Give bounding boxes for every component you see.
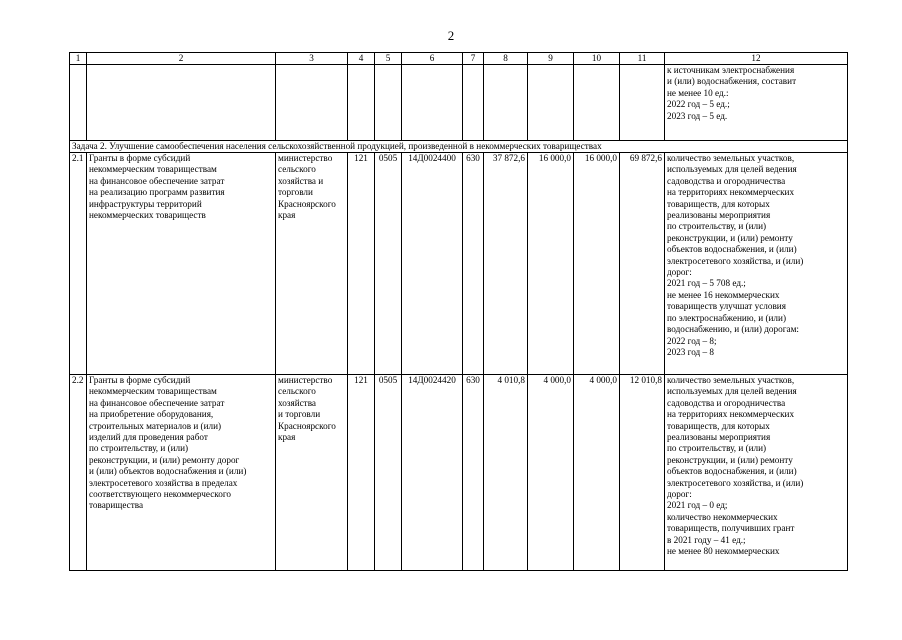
- csr-code: 14Д0024400: [402, 153, 463, 375]
- col-header-7: 7: [463, 53, 484, 65]
- col-header-8: 8: [484, 53, 528, 65]
- col-header-2: 2: [87, 53, 276, 65]
- row-number: 2.1: [70, 153, 87, 375]
- amount-year-2: 16 000,0: [528, 153, 574, 375]
- col-header-3: 3: [276, 53, 348, 65]
- executor: министерство сельского хозяйства и торговли Красноярского края: [276, 375, 348, 571]
- activity-name: Гранты в форме субсидий некоммерческим товариществам на финансовое обеспечение затрат на реализацию программ развития инфраструктуры территорий некоммерческих товариществ: [87, 153, 276, 375]
- col-header-1: 1: [70, 53, 87, 65]
- expected-result: количество земельных участков, используемых для целей ведения садоводства и огородничества на территориях некоммерческих товариществ, для которых реализованы мероприятия по строительству, и (или) реконструкции, и (или) ремонту объектов водоснабжения, и (или) электросетевого хозяйства, и (или) дорог: 2021 год – 0 ед; количество некоммерческих товариществ, получивших грант в 2021 году – 41 ед.; не менее 80 некоммерческих: [665, 375, 848, 571]
- page-number: 2: [447, 28, 455, 43]
- amount-year-2: 4 000,0: [528, 375, 574, 571]
- col-header-6: 6: [402, 53, 463, 65]
- column-number-header-row: [70, 53, 848, 65]
- grbs-code: 121: [348, 153, 375, 375]
- amount-year-3: 16 000,0: [574, 153, 620, 375]
- col-header-11: 11: [620, 53, 665, 65]
- vr-code: 630: [463, 153, 484, 375]
- amount-year-1: 37 872,6: [484, 153, 528, 375]
- col-header-5: 5: [375, 53, 402, 65]
- csr-code: 14Д0024420: [402, 375, 463, 571]
- col-header-4: 4: [348, 53, 375, 65]
- activity-name: Гранты в форме субсидий некоммерческим товариществам на финансовое обеспечение затрат на приобретение оборудования, строительных материалов и (или) изделий для проведения работ по строительству, и (или) реконструкции, и (или) ремонту дорог и (или) объектов водоснабжения и (или) электросетевого хозяйства в пределах соответствующего некоммерческого товарищества: [87, 375, 276, 571]
- rzpr-code: 0505: [375, 153, 402, 375]
- row-number: 2.2: [70, 375, 87, 571]
- col-header-12: 12: [665, 53, 848, 65]
- task-2-heading: Задача 2. Улучшение самообеспечения населения сельскохозяйственной продукцией, произведенной в некоммерческих товариществах: [70, 141, 848, 153]
- vr-code: 630: [463, 375, 484, 571]
- program-activities-table: [69, 52, 848, 571]
- executor: министерство сельского хозяйства и торговли Красноярского края: [276, 153, 348, 375]
- grbs-code: 121: [348, 375, 375, 571]
- expected-result: количество земельных участков, используемых для целей ведения садоводства и огородничества на территориях некоммерческих товариществ, для которых реализованы мероприятия по строительству, и (или) реконструкции, и (или) ремонту объектов водоснабжения, и (или) электросетевого хозяйства, и (или) дорог: 2021 год – 5 708 ед.; не менее 16 некоммерческих товариществ улучшат условия по электроснабжению, и (или) водоснабжению, и (или) дорогам: 2022 год – 8; 2023 год – 8: [665, 153, 848, 375]
- rzpr-code: 0505: [375, 375, 402, 571]
- amount-year-3: 4 000,0: [574, 375, 620, 571]
- continuation-row: [70, 65, 848, 141]
- continuation-result: к источникам электроснабжения и (или) водоснабжения, составит не менее 10 ед.: 2022 год – 5 ед.; 2023 год – 5 ед.: [665, 65, 848, 141]
- amount-year-1: 4 010,8: [484, 375, 528, 571]
- task-2-row: [70, 141, 848, 153]
- table-row: [70, 153, 848, 375]
- col-header-10: 10: [574, 53, 620, 65]
- amount-total: 69 872,6: [620, 153, 665, 375]
- amount-total: 12 010,8: [620, 375, 665, 571]
- col-header-9: 9: [528, 53, 574, 65]
- table-row: [70, 375, 848, 571]
